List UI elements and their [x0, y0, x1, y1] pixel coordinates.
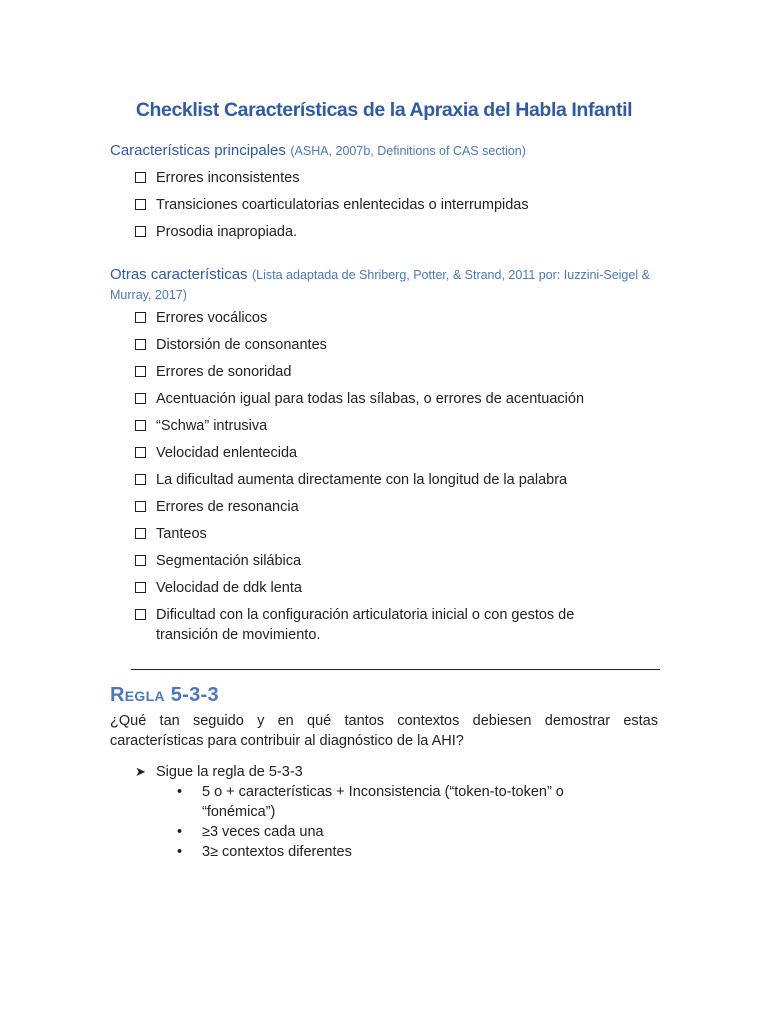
principales-item-text: Transiciones coarticulatorias enlentecidas o interrumpidas — [156, 197, 529, 213]
regla-arrow-text: Sigue la regla de 5-3-3 — [156, 764, 303, 780]
empty-checkbox-icon[interactable] — [135, 366, 146, 377]
otras-item-text: Errores de resonancia — [156, 499, 299, 515]
empty-checkbox-icon[interactable] — [135, 420, 146, 431]
empty-checkbox-icon[interactable] — [135, 609, 146, 620]
otras-heading — [110, 265, 662, 305]
otras-item-text: Errores de sonoridad — [156, 364, 292, 380]
regla-bullet-text: 3≥ contextos diferentes — [202, 844, 352, 860]
otras-label: Otras características — [110, 266, 248, 283]
otras-citation: (Lista adaptada de Shriberg, Potter, & Strand, 2011 por: Iuzzini-Seigel & Murray, 2017) — [110, 268, 650, 302]
regla-question: ¿Qué tan seguido y en qué tantos contextos debiesen demostrar estas características para contribuir al diagnóstico de la AHI? — [110, 713, 658, 749]
arrowhead-bullet-icon: ➤ — [135, 764, 146, 779]
empty-checkbox-icon[interactable] — [135, 393, 146, 404]
principales-item-text: Errores inconsistentes — [156, 170, 300, 186]
regla-bullet-text: ≥3 veces cada una — [202, 824, 324, 840]
empty-checkbox-icon[interactable] — [135, 199, 146, 210]
otras-item-text: Acentuación igual para todas las sílabas, o errores de acentuación — [156, 391, 585, 407]
principales-citation: (ASHA, 2007b, Definitions of CAS section) — [290, 144, 526, 158]
otras-item-text: La dificultad aumenta directamente con la longitud de la palabra — [156, 472, 568, 488]
section-divider — [131, 669, 660, 670]
otras-item-text: “Schwa” intrusiva — [156, 418, 268, 434]
otras-item-text: Segmentación silábica — [156, 553, 302, 569]
empty-checkbox-icon[interactable] — [135, 474, 146, 485]
regla-title: Regla 5-3-3 — [110, 684, 219, 706]
round-bullet-icon: • — [177, 824, 183, 840]
empty-checkbox-icon[interactable] — [135, 501, 146, 512]
principales-item-text: Prosodia inapropiada. — [156, 224, 298, 240]
empty-checkbox-icon[interactable] — [135, 226, 146, 237]
empty-checkbox-icon[interactable] — [135, 555, 146, 566]
empty-checkbox-icon[interactable] — [135, 582, 146, 593]
principales-label: Características principales — [110, 142, 286, 159]
principales-heading — [110, 142, 662, 160]
otras-item-text: Dificultad con la configuración articulatoria inicial o con gestos de transición de movimiento. — [156, 607, 575, 643]
otras-item-text: Errores vocálicos — [156, 310, 268, 326]
empty-checkbox-icon[interactable] — [135, 447, 146, 458]
otras-item-text: Distorsión de consonantes — [156, 337, 327, 353]
empty-checkbox-icon[interactable] — [135, 528, 146, 539]
round-bullet-icon: • — [177, 844, 183, 860]
otras-item-text: Velocidad de ddk lenta — [156, 580, 302, 596]
otras-item-text: Tanteos — [156, 526, 207, 542]
empty-checkbox-icon[interactable] — [135, 172, 146, 183]
round-bullet-icon: • — [177, 784, 183, 800]
otras-item-text: Velocidad enlentecida — [156, 445, 298, 461]
empty-checkbox-icon[interactable] — [135, 312, 146, 323]
regla-bullet-text: 5 o + características + Inconsistencia (“token-to-token” o “fonémica”) — [202, 784, 564, 820]
empty-checkbox-icon[interactable] — [135, 339, 146, 350]
document-title: Checklist Características de la Apraxia del Habla Infantil — [135, 99, 633, 121]
